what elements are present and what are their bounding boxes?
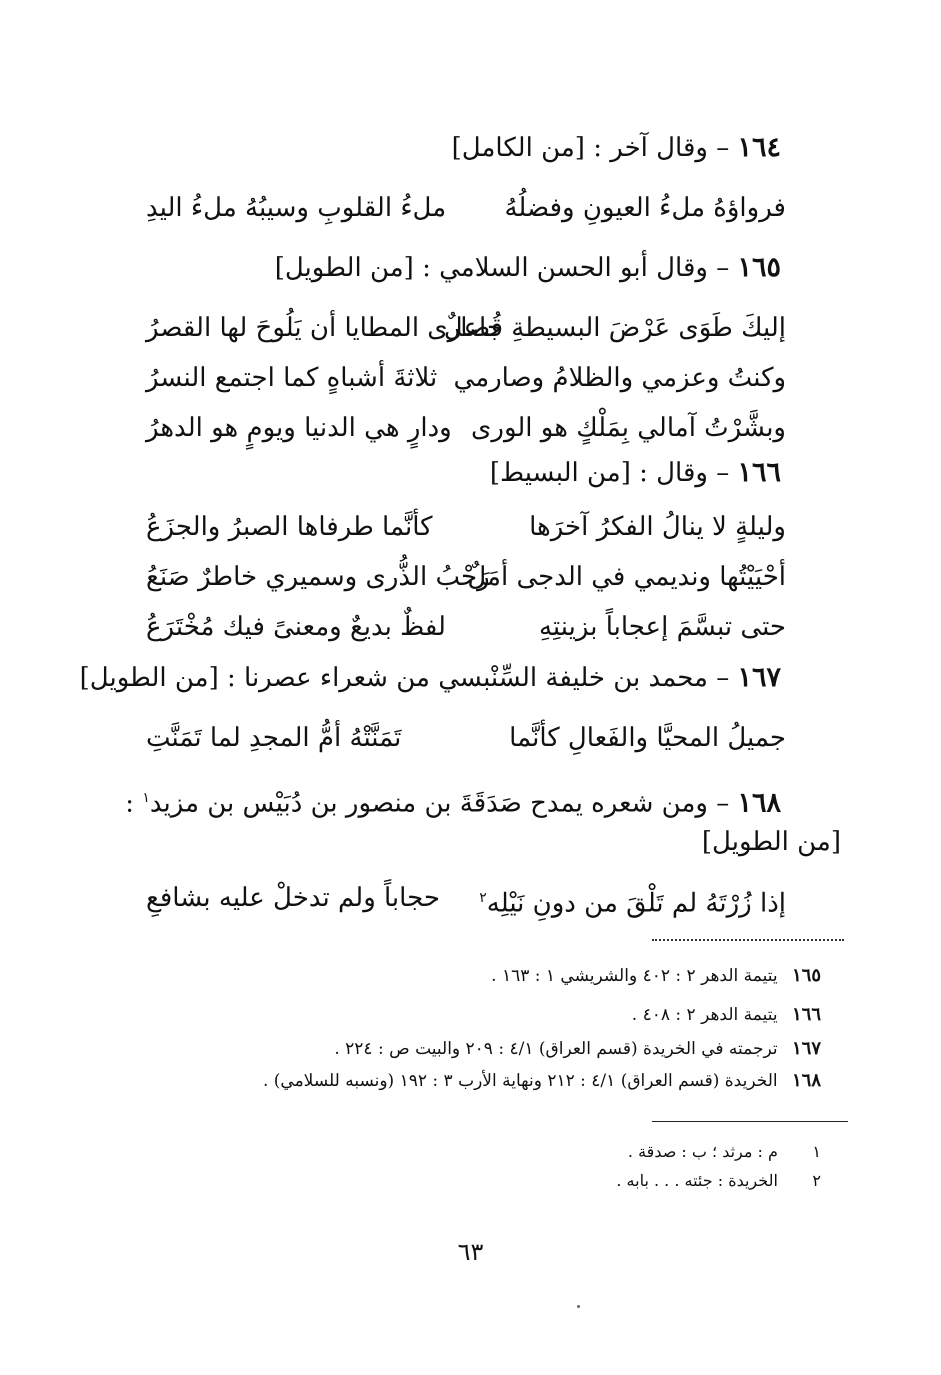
- verse-164-1: [146, 188, 786, 228]
- verse-second-hemistich: قُصارى المطايا أن يَلُوحَ لها القصرُ: [146, 313, 504, 343]
- verse-165-2: [146, 358, 786, 398]
- entry-167-heading: [79, 658, 781, 698]
- entry-168-heading: [91, 778, 781, 824]
- verse-first-hemistich: إليكَ طَوَى عَرْضَ البسيطةِ جاعلٌ: [443, 313, 786, 343]
- verse-165-3: [146, 408, 786, 448]
- verse-second-hemistich: ودارٍ هي الدنيا ويومٍ هو الدهرُ: [146, 413, 452, 443]
- entry-166-heading: [101, 453, 781, 493]
- verse-second-hemistich: تَمَنَّتْهُ أمُّ المجدِ لما تَمَنَّتِ: [146, 723, 402, 753]
- verse-166-3: [146, 607, 786, 647]
- footnote-number: ١: [812, 1142, 821, 1161]
- verse-second-hemistich: رَحْبُ الذُّرى وسميري خاطرٌ صَنَعُ: [146, 562, 490, 592]
- entry-number: ١٦٨: [737, 787, 781, 819]
- entry-number: ١٦٤: [737, 132, 781, 163]
- footnote-reference[interactable]: ١: [142, 790, 150, 806]
- entry-168-meter: [702, 822, 841, 862]
- entry-intro: – ومن شعره يمدح صَدَقَةَ بن منصور بن دُبَيْس بن مزيد: [149, 788, 738, 819]
- verse-second-hemistich: ثلاثةَ أشباهٍ كما اجتمع النسرُ: [146, 363, 438, 393]
- entry-intro: – محمد بن خليفة السِّنْبسي من شعراء عصرنا : [من الطويل]: [79, 663, 738, 693]
- source-line: [491, 963, 821, 989]
- verse-first-hemistich: فرواؤهُ ملءُ العيونِ وفضلُهُ: [504, 193, 786, 223]
- entry-intro-end: :: [125, 788, 143, 819]
- verse-first-hemistich: وبشَّرْتُ آمالي بِمَلْكٍ هو الورى: [471, 413, 786, 443]
- verse-second-hemistich: حجاباً ولم تدخلْ عليه بشافعِ: [146, 883, 440, 913]
- footnote-reference[interactable]: ٢: [479, 890, 487, 906]
- entry-number: ١٦٦: [737, 457, 781, 488]
- source-line: [632, 1002, 821, 1028]
- source-number: ١٦٦: [791, 1004, 821, 1025]
- source-number: ١٦٥: [791, 965, 821, 986]
- verse-167-1: [146, 718, 786, 758]
- verse-second-hemistich: لفظٌ بديعٌ ومعنىً فيك مُخْتَرَعُ: [146, 612, 446, 642]
- entry-intro: – وقال : [من البسيط]: [489, 458, 738, 488]
- verse-second-hemistich: كأنَّما طرفاها الصبرُ والجزَعُ: [146, 512, 433, 542]
- verse-first-hemistich: جميلُ المحيَّا والفَعالِ كأنَّما: [509, 723, 786, 753]
- verse-166-2: [146, 557, 786, 597]
- meter-label: [من الطويل]: [701, 827, 841, 857]
- verse-first-hemistich: وكنتُ وعزمي والظلامُ وصارمي: [453, 363, 786, 393]
- source-text: يتيمة الدهر ٢ : ٤٠٢ والشريشي ١ : ١٦٣ .: [491, 966, 778, 986]
- source-text: يتيمة الدهر ٢ : ٤٠٨ .: [631, 1005, 778, 1025]
- verse-first-hemistich: وليلةٍ لا ينالُ الفكرُ آخرَها: [529, 512, 786, 542]
- verse-165-1: [146, 308, 786, 348]
- verse-second-hemistich: ملءُ القلوبِ وسيبُهُ ملءُ اليدِ: [146, 193, 447, 223]
- footnotes-separator: [652, 1121, 848, 1122]
- source-number: ١٦٨: [791, 1070, 821, 1091]
- verse-166-1: [146, 507, 786, 547]
- source-text: ترجمته في الخريدة (قسم العراق) ٤/١ : ٢٠٩ والبيت ص : ٢٢٤ .: [334, 1039, 778, 1059]
- entry-number: ١٦٧: [737, 662, 781, 693]
- entry-number: ١٦٥: [737, 252, 781, 283]
- verse-first-hemistich: حتى تبسَّمَ إعجاباً بزينتِهِ: [538, 612, 786, 642]
- source-number: ١٦٧: [791, 1038, 821, 1059]
- entry-165-heading: [101, 248, 781, 288]
- scan-speck: [577, 1305, 580, 1308]
- footnote-text: م : مرثد ؛ ب : صدقة .: [627, 1142, 778, 1161]
- verse-168-1: [146, 878, 786, 918]
- footnote: [628, 1140, 821, 1164]
- footnote: [616, 1169, 821, 1193]
- page-number: ٦٣: [457, 1238, 484, 1266]
- source-line: [263, 1068, 821, 1094]
- entry-164-heading: [101, 128, 781, 168]
- source-text: الخريدة (قسم العراق) ٤/١ : ٢١٢ ونهاية الأرب ٣ : ١٩٢ (ونسبه للسلامي) .: [262, 1071, 778, 1091]
- footnote-number: ٢: [812, 1171, 821, 1190]
- verse-first-hemistich: أحْيَيْتُها ونديمي في الدجى أمَلٌ: [467, 562, 786, 592]
- sources-separator: [652, 939, 844, 941]
- footnote-text: الخريدة : جئته . . . بابه .: [616, 1171, 778, 1190]
- entry-intro: – وقال أبو الحسن السلامي : [من الطويل]: [274, 253, 738, 283]
- entry-intro: – وقال آخر : [من الكامل]: [451, 133, 738, 163]
- source-line: [334, 1036, 821, 1062]
- verse-first-hemistich: [479, 878, 786, 924]
- hemistich-text: إذا زُرْتَهُ لم تَلْقَ من دونِ نَيْلِه: [486, 888, 786, 919]
